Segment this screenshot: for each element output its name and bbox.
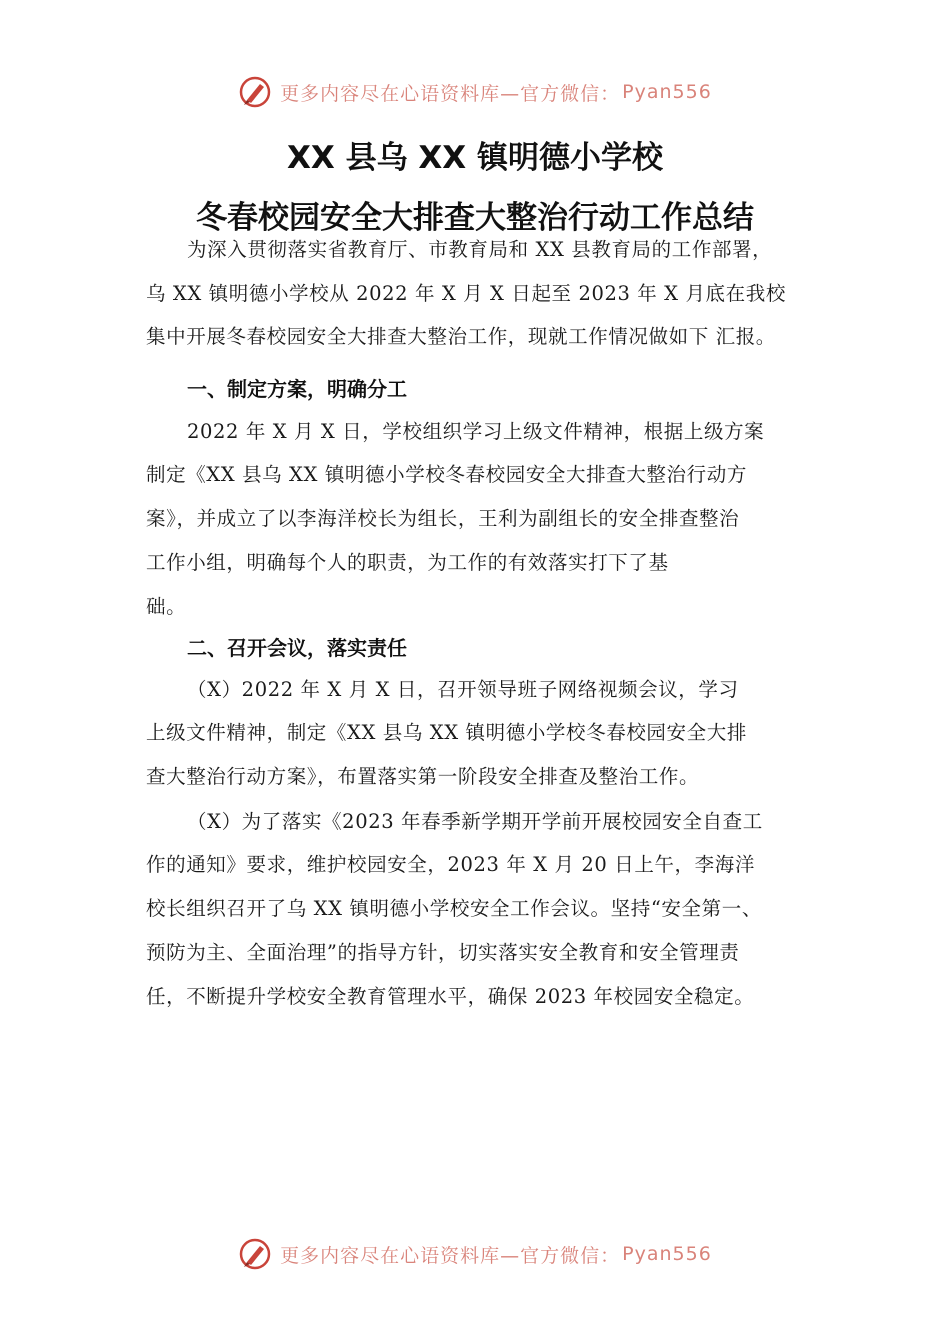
paragraph-line: 乌 XX 镇明德小学校从 2022 年 X 月 X 日起至 2023 年 X 月底在我校	[146, 282, 786, 305]
section-heading-2: 二、召开会议，落实责任	[187, 636, 407, 660]
paragraph-line: （X）2022 年 X 月 X 日，召开领导班子网络视频会议，学习	[187, 678, 739, 701]
paragraph-line: 上级文件精神，制定《XX 县乌 XX 镇明德小学校冬春校园安全大排	[146, 721, 747, 744]
paragraph-line: （X）为了落实《2023 年春季新学期开学前开展校园安全自查工	[187, 810, 763, 833]
watermark-wechat-id: Pyan556	[622, 81, 712, 103]
watermark-text: 更多内容尽在心语资料库—官方微信：	[280, 1244, 621, 1267]
paragraph-line: 2022 年 X 月 X 日，学校组织学习上级文件精神，根据上级方案	[187, 420, 765, 443]
paragraph-line: 查大整治行动方案》，布置落实第一阶段安全排查及整治工作。	[146, 765, 700, 788]
pen-nib-logo-icon	[238, 1237, 272, 1271]
paragraph-line: 为深入贯彻落实省教育厅、市教育局和 XX 县教育局的工作部署，	[187, 238, 773, 261]
pen-nib-logo-icon	[238, 75, 272, 109]
paragraph-line: 工作小组，明确每个人的职责，为工作的有效落实打下了基	[146, 551, 669, 574]
watermark-banner-top	[0, 72, 950, 112]
watermark-banner-bottom	[0, 1234, 950, 1274]
paragraph-line: 校长组织召开了乌 XX 镇明德小学校安全工作会议。坚持“安全第一、	[146, 897, 762, 920]
watermark-text: 更多内容尽在心语资料库—官方微信：	[280, 82, 621, 105]
paragraph-line: 作的通知》要求，维护校园安全，2023 年 X 月 20 日上午，李海洋	[146, 853, 755, 876]
document-title-line2: 冬春校园安全大排查大整治行动工作总结	[196, 200, 754, 236]
paragraph-line: 础。	[146, 595, 187, 618]
paragraph-line: 制定《XX 县乌 XX 镇明德小学校冬春校园安全大排查大整治行动方	[146, 463, 747, 486]
watermark-wechat-id: Pyan556	[622, 1243, 712, 1265]
paragraph-line: 任，不断提升学校安全教育管理水平，确保 2023 年校园安全稳定。	[146, 985, 755, 1008]
paragraph-line: 预防为主、全面治理”的指导方针，切实落实安全教育和安全管理责	[146, 941, 740, 964]
section-heading-1: 一、制定方案，明确分工	[187, 377, 407, 401]
paragraph-line: 案》，并成立了以李海洋校长为组长，王利为副组长的安全排查整治	[146, 507, 740, 530]
paragraph-line: 集中开展冬春校园安全大排查大整治工作，现就工作情况做如下 汇报。	[146, 325, 776, 348]
document-title-line1: XX 县乌 XX 镇明德小学校	[287, 140, 663, 176]
